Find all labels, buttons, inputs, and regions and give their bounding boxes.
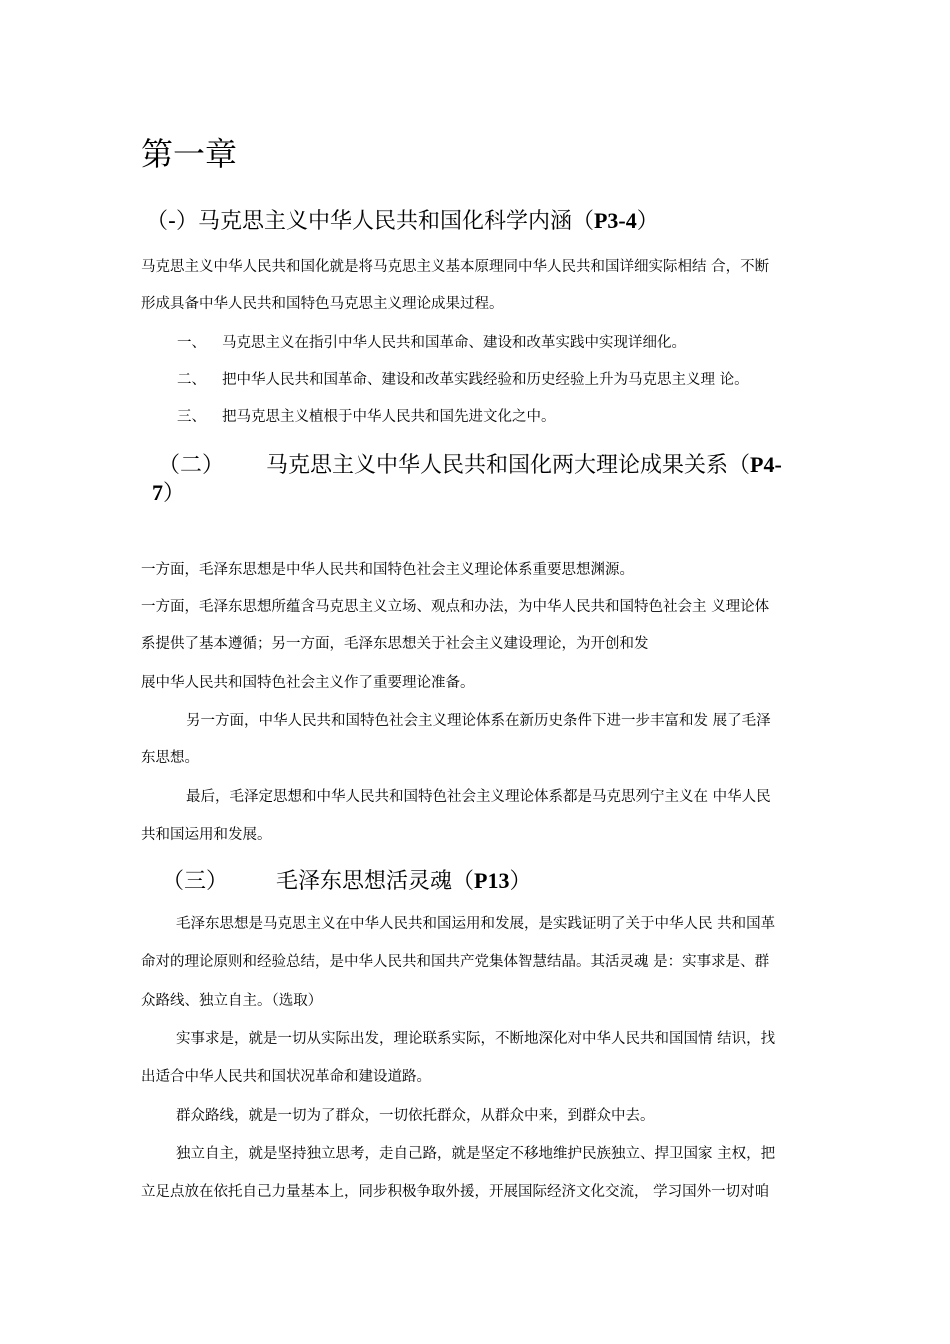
- section2-heading: [158, 450, 808, 481]
- section3-heading-suffix: ）: [509, 869, 532, 894]
- section3-heading: [162, 866, 532, 897]
- section2-para2-line2: 系提供了基本遵循；另一方面，毛泽东思想关于社会主义建设理论，为开创和发: [141, 636, 649, 652]
- section2-para2-line3: 展中华人民共和国特色社会主义作了重要理论准备。: [141, 675, 475, 691]
- section3-para4-line1: 独立自主，就是坚持独立思考，走自己路，就是坚定不移地维护民族独立、捍卫国家 主权，把: [176, 1146, 776, 1162]
- section2-heading-ref-b: 7: [152, 480, 163, 505]
- section2-heading-number: （二）: [158, 453, 225, 478]
- section1-heading: [146, 206, 659, 237]
- section3-heading-ref: P13: [474, 868, 510, 893]
- section3-para1-line1: 毛泽东思想是马克思主义在中华人民共和国运用和发展，是实践证明了关于中华人民 共和国革: [176, 916, 776, 932]
- section1-para-line1: 马克思主义中华人民共和国化就是将马克思主义基本原理同中华人民共和国详细实际相结 合，不断: [141, 259, 770, 275]
- list-item-text: 把中华人民共和国革命、建设和改革实践经验和历史经验上升为马克思主义理 论。: [222, 372, 749, 388]
- section1-heading-suffix: ）: [636, 209, 659, 234]
- section1-heading-ref: P3-4: [593, 208, 637, 233]
- section3-para2-line1: 实事求是，就是一切从实际出发，理论联系实际，不断地深化对中华人民共和国国情 结识，找: [176, 1031, 776, 1047]
- section2-para2-line1: 一方面，毛泽东思想所蕴含马克思主义立场、观点和办法，为中华人民共和国特色社会主 义理论体: [141, 599, 770, 615]
- section3-para3: 群众路线，就是一切为了群众，一切依托群众，从群众中来，到群众中去。: [176, 1108, 655, 1124]
- section2-para4-line1: 最后，毛泽定思想和中华人民共和国特色社会主义理论体系都是马克思列宁主义在 中华人民: [186, 789, 771, 805]
- section2-para3-line1: 另一方面，中华人民共和国特色社会主义理论体系在新历史条件下进一步丰富和发 展了毛泽: [186, 713, 771, 729]
- list-item-number: 一、: [177, 335, 206, 351]
- section3-para4-line2: 立足点放在依托自己力量基本上，同步积极争取外援，开展国际经济文化交流， 学习国外一切对咱: [141, 1184, 770, 1200]
- list-item-text: 把马克思主义植根于中华人民共和国先进文化之中。: [222, 409, 556, 425]
- section3-heading-text: 毛泽东思想活灵魂（: [276, 869, 475, 894]
- list-item-text: 马克思主义在指引中华人民共和国革命、建设和改革实践中实现详细化。: [222, 335, 686, 351]
- section1-list-item: [177, 406, 556, 428]
- section3-para1-line2: 命对的理论原则和经验总结，是中华人民共和国共产党集体智慧结晶。其活灵魂 是：实事求是、群: [141, 954, 770, 970]
- section1-list-item: [177, 369, 749, 391]
- section1-heading-prefix: （-）马克思主义中华人民共和国化科学内涵（: [146, 209, 594, 234]
- section2-para4-line2: 共和国运用和发展。: [141, 827, 272, 843]
- section3-heading-number: （三）: [162, 869, 229, 894]
- section3-para2-line2: 出适合中华人民共和国状况革命和建设道路。: [141, 1069, 431, 1085]
- section2-heading-continued: [152, 478, 185, 509]
- section3-para1-line3: 众路线、独立自主。（选取）: [141, 993, 323, 1009]
- list-item-number: 二、: [177, 372, 206, 388]
- section2-heading-text: 马克思主义中华人民共和国化两大理论成果关系（: [266, 453, 751, 478]
- section2-heading-suffix: ）: [163, 481, 186, 506]
- section2-para3-line2: 东思想。: [141, 750, 199, 766]
- section2-para1: 一方面，毛泽东思想是中华人民共和国特色社会主义理论体系重要思想渊源。: [141, 562, 634, 578]
- section2-heading-ref-a: P4-: [750, 452, 782, 477]
- chapter-title: 第一章: [141, 135, 238, 173]
- section1-list-item: [177, 332, 686, 354]
- list-item-number: 三、: [177, 409, 206, 425]
- section1-para-line2: 形成具备中华人民共和国特色马克思主义理论成果过程。: [141, 296, 504, 312]
